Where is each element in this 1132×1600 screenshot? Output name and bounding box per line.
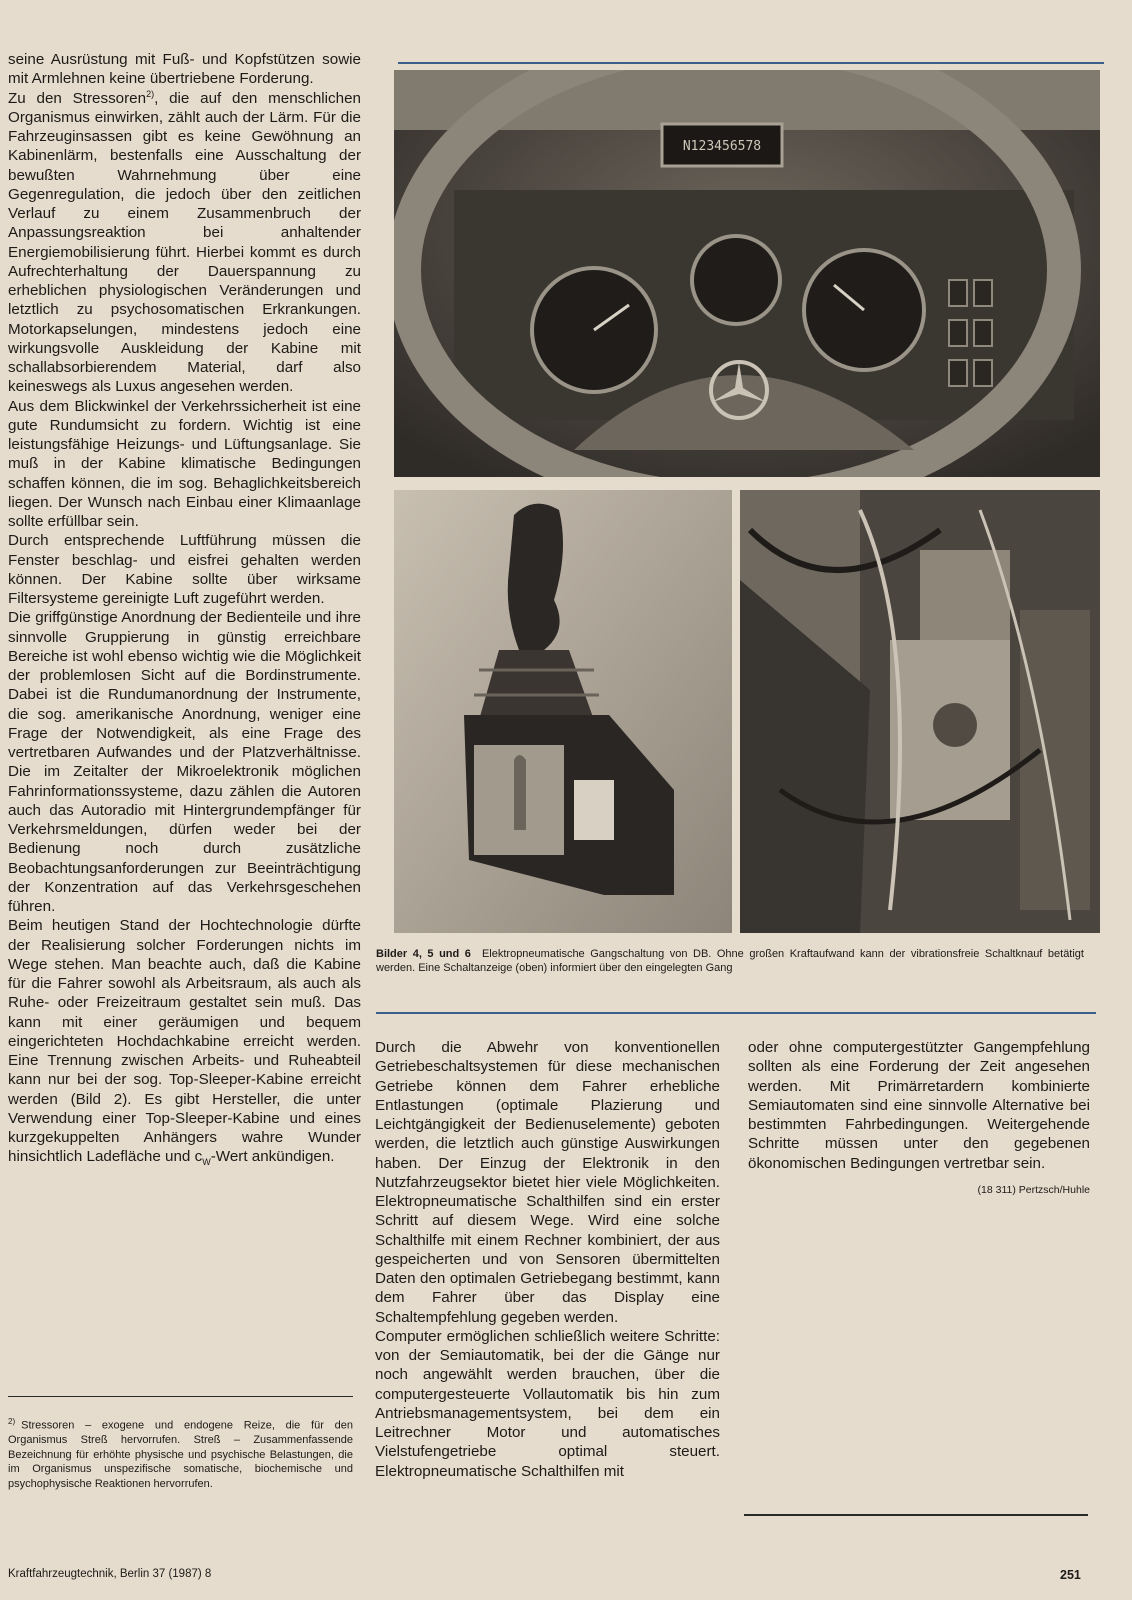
footnote-text: Stressoren – exogene und endogene Reize, die für den Organismus Streß hervorrufen. Streß – Zusammenfassende Bezeichnung für erhöhte physische und psychische Belastungen, die im Organismus unspezifische somatische, biochemische und psychophysische Reaktionen hervorrufen.	[8, 1419, 353, 1490]
caption-text: Elektropneumatische Gangschaltung von DB. Ohne großen Kraftaufwand kann der vibrationsfreie Schaltknauf betätigt werden. Eine Schaltanzeige (oben) informiert über den eingelegten Gang	[376, 948, 1084, 974]
figure-caption	[376, 947, 1084, 975]
left-paragraph-2-rest: , die auf den menschlichen Organismus einwirken, zählt auch der Lärm. Für die Fahrzeuginsassen gibt es keine Gewöhnung an Kabinenlärm, bestenfalls eine Ausschaltung der bewußten Wahrnehmung über eine Gegenregulation, die jedoch über den zeitlichen Verlauf zu einem Zusammenbruch der Anpassungsreaktion bei anhaltender Energiemobilisierung führt. Hierbei kommt es durch Aufrechterhaltung der Dauerspannung zu erheblichen physiologischen Veränderungen und letztlich zu psychosomatischen Erkrankungen. Motorkapselungen, mindestens jedoch eine wirkungsvolle Auskleidung der Kabine mit schallabsorbierendem Material, darf also keineswegs als Luxus angesehen werden.	[8, 89, 361, 396]
odometer-display-text: N123456578	[682, 139, 762, 154]
dashboard-image	[394, 70, 1100, 477]
page-number: 251	[1060, 1568, 1081, 1582]
dashboard-photo	[394, 70, 1100, 477]
cw-subscript: W	[202, 1157, 211, 1168]
engine-bay-photo	[740, 490, 1100, 933]
left-paragraph-6-start: Beim heutigen Stand der Hochtechnologie dürfte der Realisierung solcher Forderungen nichts im Wege stehen. Man beachte auch, daß die Kabine für die Fahrer sowohl als Arbeitsraum, als auch als Ruhe- oder Freizeitraum gestaltet sein muß. Das kann mit einer geräumigen und bequem eingerichteten Hochdachkabine erreicht werden. Eine Trennung zwischen Arbeits- und Ruheabteil kann nur bei der sog. Top-Sleeper-Kabine erreicht werden (Bild 2). Es gibt Hersteller, die unter Verwendung einer Top-Sleeper-Kabine und eines kurzgekuppelten Anhängers wahre Wunder hinsichtlich Ladefläche und c	[8, 917, 361, 1166]
left-paragraph-5: Die griffgünstige Anordnung der Bedienteile und ihre sinnvolle Gruppierung in günstig erreichbare Bereiche ist wohl ebenso wichtig wie die Möglichkeit der problemlosen Sicht auf die Bordinstrumente. Dabei ist die Rundumanordnung der Instrumente, die sog. amerikanische Anordnung, weniger eine Frage der Notwendigkeit, als eine Frage des vertretbaren Aufwandes und der Platzverhältnisse. Die im Zeitalter der Mikroelektronik möglichen Fahrinformationssysteme, dazu zählen die Autoren auch das Autoradio mit Hintergrundempfänger für Verkehrsmeldungen, dürfen weder bei der Bedienung noch durch zusätzliche Beobachtungsanforderungen zur Beeinträchtigung der Konzentration auf das Verkehrsgeschehen führen.	[8, 609, 361, 915]
left-text-column	[8, 50, 361, 1167]
footnote	[8, 1415, 353, 1491]
middle-paragraph-1: Durch die Abwehr von konventionellen Getriebeschaltsystemen für diese mechanischen Getriebe können dem Fahrer erhebliche Entlastungen (optimale Plazierung und Leichtgängigkeit der Bedienuselemente) geboten werden, die letztlich auch günstige Auswirkungen haben. Der Einzug der Elektronik in den Nutzfahrzeugsektor bietet hier viele Möglichkeiten. Elektropneumatische Schalthilfen sind ein erster Schritt auf diesem Wege. Wird eine solche Schalthilfe mit einem Rechner kombiniert, der aus gespeicherten und von Sensoren übermittelten Daten den optimalen Getriebegang bestimmt, kann dem Fahrer über das Display eine Schaltempfehlung gegeben werden.	[375, 1039, 720, 1326]
middle-paragraph-2: Computer ermöglichen schließlich weitere Schritte: von der Semiautomatik, bei der die Gänge nur noch angewählt werden brauchen, über die computergesteuerte Vollautomatik bis hin zum Antriebsmanagementsystem, bei dem ein Leitrechner Motor und automatisches Vielstufengetriebe optimal steuert. Elektropneumatische Schalthilfen mit	[375, 1327, 720, 1480]
gear-lever-photo	[394, 490, 732, 933]
right-paragraph-1: oder ohne computergestützter Gangempfehlung sollten als eine Forderung der Zeit angesehen werden. Mit Primärretardern kombinierte Semiautomaten sind eine sinnvolle Alternative bei bestimmten Fahrbedingungen. Weitergehende Schritte müssen unter den gegebenen ökonomischen Bedingungen vertretbar sein.	[748, 1039, 1090, 1172]
right-bottom-rule	[744, 1514, 1088, 1516]
left-paragraph-3: Aus dem Blickwinkel der Verkehrssicherheit ist eine gute Rundumsicht zu fordern. Wichtig ist eine leistungsfähige Heizungs- und Lüftungsanlage. Sie muß in der Kabine klimatische Bedingungen schaffen können, die im sog. Behaglichkeitsbereich liegen. Der Wunsch nach Einbau einer Klimaanlage sollte erfüllbar sein.	[8, 397, 361, 530]
left-paragraph-6-end: -Wert ankündigen.	[210, 1148, 335, 1166]
caption-bottom-rule	[376, 1012, 1096, 1014]
footnote-ref: 2)	[146, 88, 155, 99]
engine-bay-image	[740, 490, 1100, 933]
top-blue-rule	[398, 62, 1104, 64]
journal-footer: Kraftfahrzeugtechnik, Berlin 37 (1987) 8	[8, 1568, 212, 1580]
author-signature: (18 311) Pertzsch/Huhle	[977, 1183, 1090, 1196]
stressoren-term: Zu den Stressoren	[8, 89, 147, 107]
footnote-rule	[8, 1396, 353, 1397]
caption-label: Bilder 4, 5 und 6	[376, 948, 471, 960]
left-paragraph-4: Durch entsprechende Luftführung müssen die Fenster beschlag- und eisfrei gehalten werden können. Der Kabine sollte über wirksame Filtersysteme gereinigte Luft zugeführt werden.	[8, 532, 361, 607]
left-paragraph-2	[8, 89, 361, 397]
middle-text-column	[375, 1038, 720, 1481]
left-paragraph-6	[8, 916, 361, 1166]
right-text-column	[748, 1038, 1090, 1200]
gear-lever-image	[394, 490, 732, 933]
left-paragraph-1: seine Ausrüstung mit Fuß- und Kopfstützen sowie mit Armlehnen keine übertriebene Forderung.	[8, 51, 361, 88]
footnote-marker: 2)	[8, 1417, 16, 1426]
